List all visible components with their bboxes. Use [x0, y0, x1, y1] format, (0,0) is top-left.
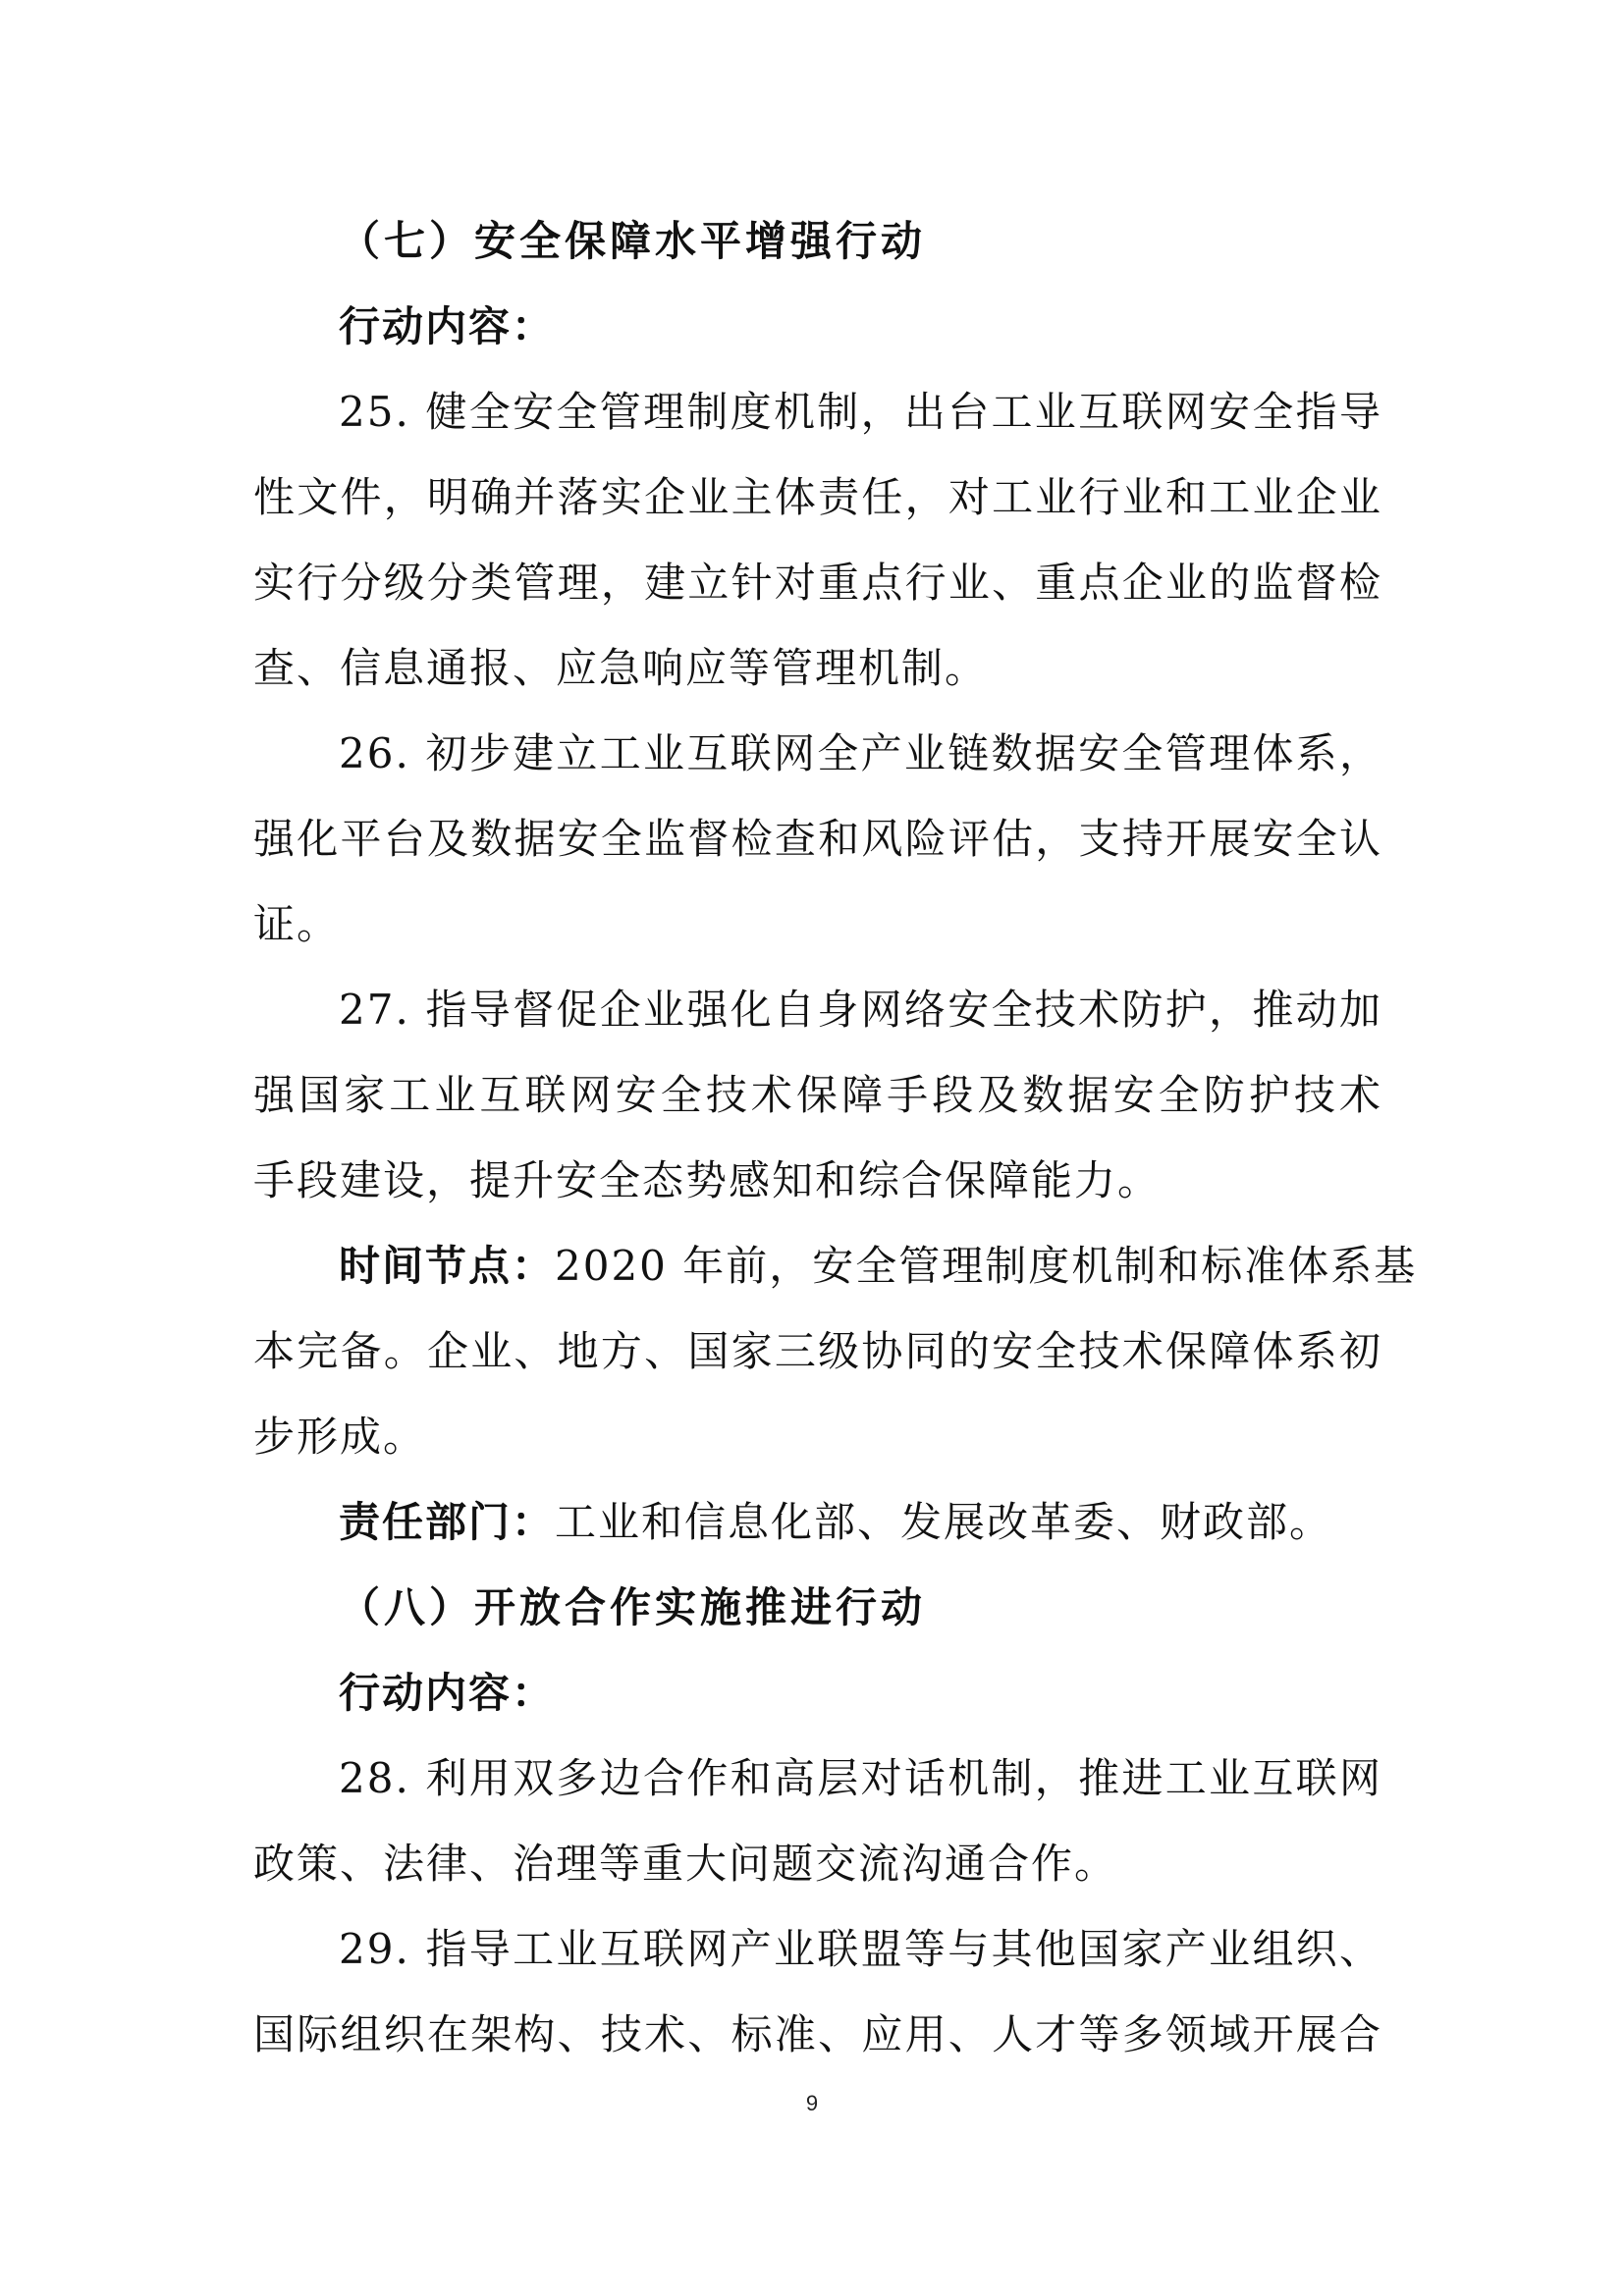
item-28-line-2: 政策、法律、治理等重大问题交流沟通合作。	[253, 1840, 1118, 1888]
item-27-line-3: 手段建设，提升安全态势感知和综合保障能力。	[253, 1156, 1162, 1204]
timeline-line-1	[339, 1231, 1418, 1302]
responsibility-text: 工业和信息化部、发展改革委、财政部。	[555, 1498, 1333, 1546]
item-26-line-2: 强化平台及数据安全监督检查和风险评估，支持开展安全认	[253, 815, 1382, 863]
responsibility-line	[339, 1487, 1382, 1558]
item-25-line-1: 25. 健全安全管理制度机制，出台工业互联网安全指导	[339, 388, 1382, 436]
section-8-heading: （八）开放合作实施推进行动	[339, 1583, 927, 1631]
timeline-line-2: 本完备。企业、地方、国家三级协同的安全技术保障体系初	[253, 1327, 1382, 1375]
responsibility-label: 责任部门：	[339, 1498, 556, 1546]
item-28-line-1: 28. 利用双多边合作和高层对话机制，推进工业互联网	[339, 1754, 1382, 1802]
item-25-line-4: 查、信息通报、应急响应等管理机制。	[253, 644, 989, 692]
item-29-line-1: 29. 指导工业互联网产业联盟等与其他国家产业组织、	[339, 1925, 1382, 1973]
timeline-label: 时间节点：	[339, 1242, 556, 1290]
timeline-text: 2020 年前，安全管理制度机制和标准体系基	[555, 1242, 1418, 1290]
item-26-line-1: 26. 初步建立工业互联网全产业链数据安全管理体系，	[339, 729, 1382, 777]
item-25-line-2: 性文件，明确并落实企业主体责任，对工业行业和工业企业	[253, 473, 1382, 521]
section-7-heading: （七）安全保障水平增强行动	[339, 217, 927, 265]
item-29-line-2: 国际组织在架构、技术、标准、应用、人才等多领域开展合	[253, 2010, 1382, 2058]
item-26-line-3: 证。	[253, 900, 341, 948]
item-27-line-1: 27. 指导督促企业强化自身网络安全技术防护，推动加	[339, 986, 1382, 1034]
timeline-line-3: 步形成。	[253, 1413, 427, 1461]
item-27-line-2: 强国家工业互联网安全技术保障手段及数据安全防护技术	[253, 1071, 1382, 1119]
section-8-content-label: 行动内容：	[339, 1669, 556, 1717]
section-7-content-label: 行动内容：	[339, 302, 556, 350]
item-25-line-3: 实行分级分类管理，建立针对重点行业、重点企业的监督检	[253, 559, 1382, 607]
page-number: 9	[805, 2091, 819, 2115]
